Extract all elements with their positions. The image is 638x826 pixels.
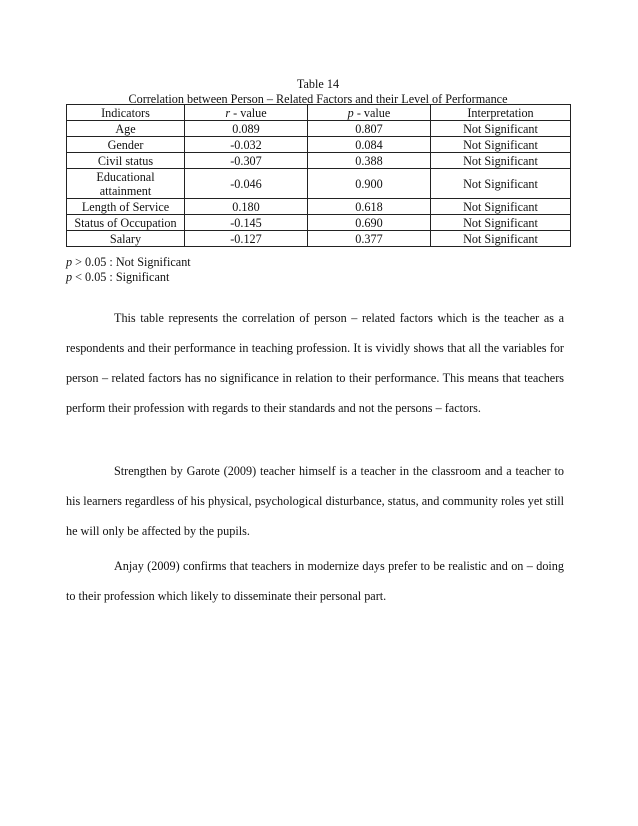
table-row: [67, 199, 571, 215]
cell-interpretation: Not Significant: [431, 199, 571, 215]
cell-p-value: 0.690: [308, 215, 431, 231]
cell-interpretation: Not Significant: [431, 153, 571, 169]
cell-indicator: Status of Occupation: [67, 215, 185, 231]
cell-p-value: 0.900: [308, 169, 431, 199]
table-row: [67, 215, 571, 231]
table-row: [67, 153, 571, 169]
cell-indicator: Salary: [67, 231, 185, 247]
cell-interpretation: Not Significant: [431, 169, 571, 199]
header-indicators: Indicators: [67, 105, 185, 121]
body-paragraph: This table represents the correlation of person – related factors which is the teacher as a respondents and their performance in teaching profession. It is vividly shows that all the variables for person – related factors has no significance in relation to their performance. This means that teachers perform their profession with regards to their standards and not the persons – factors.: [66, 311, 564, 415]
cell-indicator: Educational attainment: [67, 169, 185, 199]
cell-p-value: 0.084: [308, 137, 431, 153]
cell-indicator: Age: [67, 121, 185, 137]
cell-r-value: 0.180: [185, 199, 308, 215]
header-interpretation: Interpretation: [431, 105, 571, 121]
cell-p-value: 0.618: [308, 199, 431, 215]
table-title: Correlation between Person – Related Factors and their Level of Performance: [128, 92, 508, 106]
header-p-value: p - value: [308, 105, 431, 121]
legend-significant: p < 0.05 : Significant: [66, 270, 170, 284]
cell-r-value: 0.089: [185, 121, 308, 137]
header-r-value: r - value: [185, 105, 308, 121]
cell-p-value: 0.807: [308, 121, 431, 137]
legend-not-significant: p > 0.05 : Not Significant: [66, 255, 191, 269]
body-paragraph: Anjay (2009) confirms that teachers in modernize days prefer to be realistic and on – doing to their profession which likely to disseminate their personal part.: [66, 559, 564, 603]
cell-indicator: Civil status: [67, 153, 185, 169]
cell-interpretation: Not Significant: [431, 231, 571, 247]
cell-r-value: -0.046: [185, 169, 308, 199]
table-row: [67, 169, 571, 199]
table-row: [67, 121, 571, 137]
cell-indicator: Gender: [67, 137, 185, 153]
cell-r-value: -0.145: [185, 215, 308, 231]
cell-interpretation: Not Significant: [431, 215, 571, 231]
table-number: Table 14: [296, 77, 340, 91]
correlation-table: [66, 104, 571, 247]
cell-interpretation: Not Significant: [431, 121, 571, 137]
cell-indicator: Length of Service: [67, 199, 185, 215]
cell-interpretation: Not Significant: [431, 137, 571, 153]
cell-p-value: 0.377: [308, 231, 431, 247]
table-header-row: [67, 105, 571, 121]
cell-r-value: -0.127: [185, 231, 308, 247]
table-row: [67, 137, 571, 153]
table-row: [67, 231, 571, 247]
cell-p-value: 0.388: [308, 153, 431, 169]
cell-r-value: -0.032: [185, 137, 308, 153]
cell-r-value: -0.307: [185, 153, 308, 169]
body-paragraph: Strengthen by Garote (2009) teacher himself is a teacher in the classroom and a teacher to his learners regardless of his physical, psychological disturbance, status, and community roles yet still he will only be affected by the pupils.: [66, 464, 564, 538]
